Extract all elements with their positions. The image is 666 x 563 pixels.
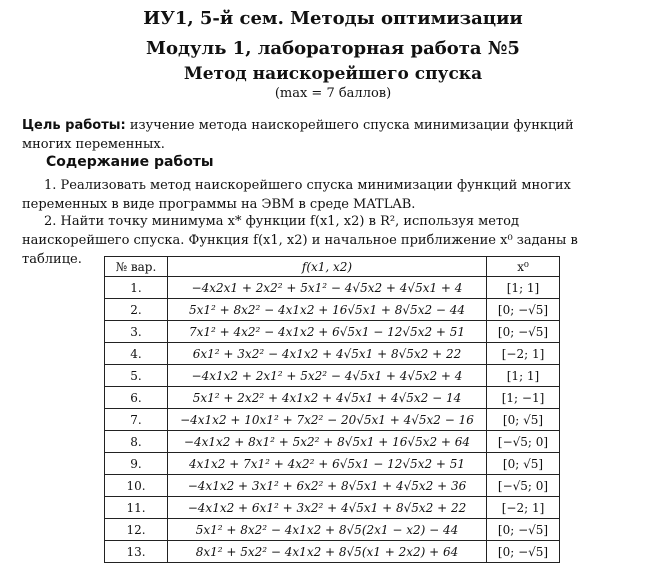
header-function: f(x1, x2) (168, 257, 487, 277)
cell-function: −4x1x2 + 6x1² + 3x2² + 4√5x1 + 8√5x2 + 22 (168, 497, 487, 519)
cell-x0: [−2; 1] (487, 497, 560, 519)
cell-variant: 10. (105, 475, 168, 497)
cell-x0: [0; −√5] (487, 541, 560, 563)
cell-x0: [0; √5] (487, 409, 560, 431)
max-score: (max = 7 баллов) (274, 86, 392, 101)
table-row (105, 409, 560, 431)
contents-item-2: 2. Найти точку минимума x* функции f(x1, x2) в R², используя метод наискорейшего спуска. Функция f(x1, x2) и начальное приближение x⁰ заданы в таблице. (22, 214, 578, 267)
cell-x0: [1; 1] (487, 277, 560, 299)
goal-paragraph (22, 116, 626, 154)
table-row (105, 431, 560, 453)
header-x0: x⁰ (487, 257, 560, 277)
cell-variant: 13. (105, 541, 168, 563)
table-header-row (105, 257, 560, 277)
cell-x0: [−2; 1] (487, 343, 560, 365)
cell-function: 4x1x2 + 7x1² + 4x2² + 6√5x1 − 12√5x2 + 51 (168, 453, 487, 475)
table-row (105, 387, 560, 409)
cell-x0: [0; −√5] (487, 519, 560, 541)
cell-x0: [0; −√5] (487, 299, 560, 321)
cell-x0: [−√5; 0] (487, 431, 560, 453)
cell-variant: 4. (105, 343, 168, 365)
cell-function: −4x1x2 + 8x1² + 5x2² + 8√5x1 + 16√5x2 + 64 (168, 431, 487, 453)
cell-function: −4x1x2 + 2x1² + 5x2² − 4√5x1 + 4√5x2 + 4 (168, 365, 487, 387)
cell-x0: [−√5; 0] (487, 475, 560, 497)
table-row (105, 453, 560, 475)
contents-heading: Содержание работы (46, 154, 214, 170)
table-row (105, 541, 560, 563)
variants-table (104, 256, 560, 563)
cell-variant: 8. (105, 431, 168, 453)
contents-item-1: 1. Реализовать метод наискорейшего спуска минимизации функций многих переменных в виде программы на ЭВМ в среде MATLAB. (22, 178, 571, 212)
cell-function: 5x1² + 2x2² + 4x1x2 + 4√5x1 + 4√5x2 − 14 (168, 387, 487, 409)
table-body (105, 277, 560, 563)
method-title: Метод наискорейшего спуска (183, 64, 483, 84)
table-row (105, 299, 560, 321)
table-row (105, 321, 560, 343)
cell-variant: 6. (105, 387, 168, 409)
cell-variant: 3. (105, 321, 168, 343)
cell-variant: 12. (105, 519, 168, 541)
cell-x0: [1; −1] (487, 387, 560, 409)
goal-label: Цель работы: (22, 118, 126, 133)
cell-function: −4x1x2 + 10x1² + 7x2² − 20√5x1 + 4√5x2 − 16 (168, 409, 487, 431)
cell-function: 7x1² + 4x2² − 4x1x2 + 6√5x1 − 12√5x2 + 51 (168, 321, 487, 343)
cell-function: 5x1² + 8x2² − 4x1x2 + 8√5(2x1 − x2) − 44 (168, 519, 487, 541)
cell-variant: 9. (105, 453, 168, 475)
cell-variant: 5. (105, 365, 168, 387)
cell-x0: [0; √5] (487, 453, 560, 475)
table-row (105, 277, 560, 299)
cell-x0: [1; 1] (487, 365, 560, 387)
cell-variant: 2. (105, 299, 168, 321)
table-row (105, 519, 560, 541)
module-title: Модуль 1, лабораторная работа №5 (146, 38, 520, 59)
cell-function: 8x1² + 5x2² − 4x1x2 + 8√5(x1 + 2x2) + 64 (168, 541, 487, 563)
course-title: ИУ1, 5-й сем. Методы оптимизации (143, 8, 523, 29)
cell-function: −4x2x1 + 2x2² + 5x1² − 4√5x2 + 4√5x1 + 4 (168, 277, 487, 299)
table-row (105, 475, 560, 497)
goal-text: изучение метода наискорейшего спуска минимизации функций многих переменных. (22, 118, 574, 152)
cell-variant: 1. (105, 277, 168, 299)
header-variant: № вар. (105, 257, 168, 277)
table-row (105, 365, 560, 387)
table-row (105, 497, 560, 519)
cell-x0: [0; −√5] (487, 321, 560, 343)
table-row (105, 343, 560, 365)
cell-function: 6x1² + 3x2² − 4x1x2 + 4√5x1 + 8√5x2 + 22 (168, 343, 487, 365)
cell-variant: 11. (105, 497, 168, 519)
cell-variant: 7. (105, 409, 168, 431)
cell-function: −4x1x2 + 3x1² + 6x2² + 8√5x1 + 4√5x2 + 36 (168, 475, 487, 497)
cell-function: 5x1² + 8x2² − 4x1x2 + 16√5x1 + 8√5x2 − 44 (168, 299, 487, 321)
